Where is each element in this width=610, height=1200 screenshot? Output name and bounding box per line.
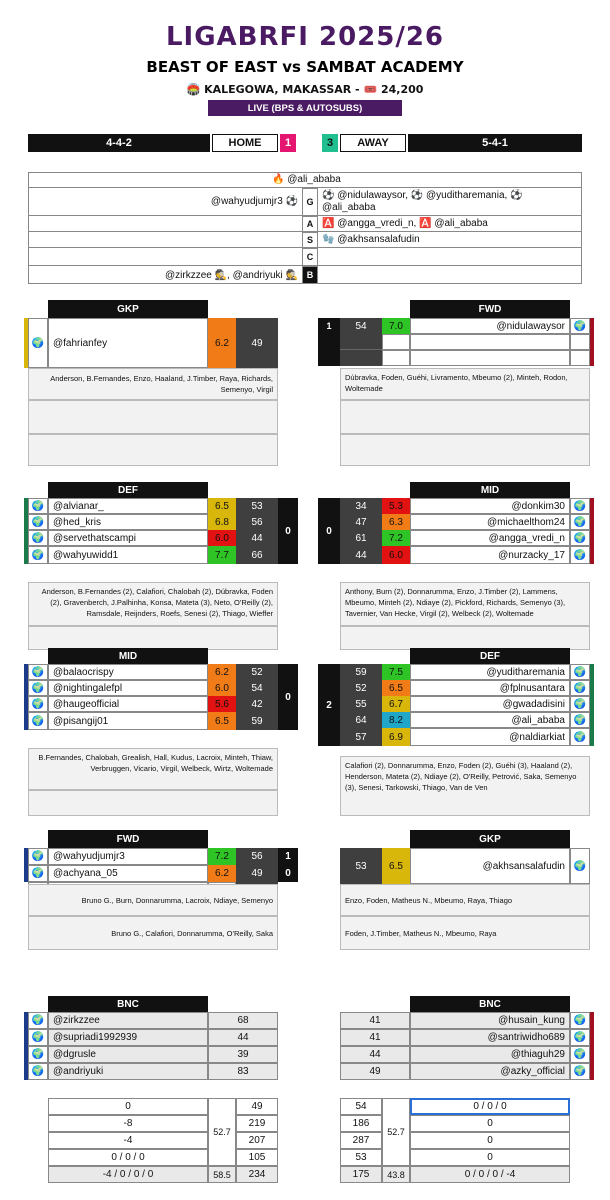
home-bench-player[interactable]: @andriyuki xyxy=(48,1063,208,1080)
home-bench-player[interactable]: @zirkzzee xyxy=(48,1012,208,1029)
home-gkp-notes-empty xyxy=(28,434,278,466)
home-def-goals: 0 xyxy=(278,498,298,564)
globe-icon: 🌍 xyxy=(570,696,590,712)
player-score: 52 xyxy=(340,680,382,696)
globe-icon: 🌍 xyxy=(28,318,48,368)
player-score: 64 xyxy=(340,712,382,728)
away-final-row: 0 / 0 / 0 / -4 xyxy=(410,1166,570,1183)
home-final-row: -4 / 0 / 0 / 0 xyxy=(48,1166,208,1183)
empty-slot xyxy=(570,334,590,350)
away-mid-goals: 0 xyxy=(318,498,340,564)
away-avg: 52.7 xyxy=(382,1098,410,1166)
player-score: 52 xyxy=(236,664,278,680)
player-score: 34 xyxy=(340,498,382,514)
home-fwd-header: FWD xyxy=(48,830,208,848)
globe-icon: 🌍 xyxy=(570,728,590,746)
away-bench-player[interactable]: @azky_official xyxy=(410,1063,570,1080)
home-mid-goals: 0 xyxy=(278,664,298,730)
player-rating: 7.0 xyxy=(382,318,410,334)
player-score: 49 xyxy=(236,865,278,882)
globe-icon: 🌍 xyxy=(570,498,590,514)
away-mid-header: MID xyxy=(410,482,570,498)
home-gkp-notes-empty xyxy=(28,400,278,434)
globe-icon: 🌍 xyxy=(570,546,590,564)
globe-icon: 🌍 xyxy=(570,1063,590,1080)
away-formation: 5-4-1 xyxy=(408,134,582,152)
away-gkp-player[interactable]: @akhsansalafudin xyxy=(410,848,570,884)
home-total-row: -4 xyxy=(48,1132,208,1149)
player-score: 44 xyxy=(208,1029,278,1046)
event-left-saves xyxy=(28,232,302,248)
away-gkp-header: GKP xyxy=(410,830,570,848)
goal-count: 1 xyxy=(278,848,298,865)
event-left-bench: @zirkzzee 🕵️, @andriyuki 🕵️ xyxy=(164,269,298,281)
player-rating: 6.0 xyxy=(208,680,236,696)
player-score: 49 xyxy=(236,318,278,368)
away-total-row: 0 xyxy=(410,1149,570,1166)
globe-icon: 🌍 xyxy=(28,498,48,514)
event-right-goals: ⚽ @nidulawaysor, ⚽ @yuditharemania, ⚽ @ali_ababa xyxy=(318,188,582,216)
empty-slot xyxy=(340,350,382,366)
globe-icon: 🌍 xyxy=(570,664,590,680)
home-fwd-notes-2: Bruno G., Calafiori, Donnarumma, O'Reilly, Saka xyxy=(28,916,278,950)
player-rating: 6.5 xyxy=(208,498,236,514)
globe-icon: 🌍 xyxy=(28,1063,48,1080)
globe-icon: 🌍 xyxy=(28,1029,48,1046)
player-score: 42 xyxy=(236,696,278,712)
home-mid-header: MID xyxy=(48,648,208,664)
player-score: 44 xyxy=(236,530,278,546)
away-total-row[interactable]: 0 / 0 / 0 xyxy=(410,1098,570,1115)
away-total-row: 0 xyxy=(410,1132,570,1149)
goal-count: 1 xyxy=(318,318,340,334)
away-score: 3 xyxy=(322,134,338,152)
home-mid-player[interactable]: @nightingalefpl xyxy=(48,680,208,696)
player-score: 55 xyxy=(340,696,382,712)
event-code-saves: S xyxy=(302,232,318,248)
globe-icon: 🌍 xyxy=(28,1012,48,1029)
home-def-player[interactable]: @alvianar_ xyxy=(48,498,208,514)
player-score: 54 xyxy=(236,680,278,696)
home-bench-player[interactable]: @dgrusle xyxy=(48,1046,208,1063)
player-score: 41 xyxy=(340,1012,410,1029)
home-def-player[interactable]: @servethatscampi xyxy=(48,530,208,546)
home-total-row: -8 xyxy=(48,1115,208,1132)
away-final-pts: 175 xyxy=(340,1166,382,1183)
player-rating: 6.5 xyxy=(382,680,410,696)
player-score: 56 xyxy=(236,514,278,530)
home-total-pts: 219 xyxy=(236,1115,278,1132)
player-rating: 6.2 xyxy=(208,318,236,368)
event-code-assists: A xyxy=(302,216,318,232)
away-fwd-notes: Dúbravka, Foden, Guéhi, Livramento, Mbeumo (2), Minteh, Rodon, Woltemade xyxy=(340,368,590,400)
globe-icon: 🌍 xyxy=(28,664,48,680)
player-score: 59 xyxy=(236,712,278,730)
home-def-header: DEF xyxy=(48,482,208,498)
empty-slot xyxy=(382,334,410,350)
empty-slot xyxy=(382,350,410,366)
goal-count: 0 xyxy=(278,865,298,882)
home-total-pts: 207 xyxy=(236,1132,278,1149)
home-label: HOME xyxy=(212,134,278,152)
home-mid-notes: B.Fernandes, Chalobah, Grealish, Hall, Kudus, Lacroix, Minteh, Thiaw, Verbruggen, Vicario, Virgil, Welbeck, Wirtz, Woltemade xyxy=(28,748,278,790)
home-def-notes: Anderson, B.Fernandes (2), Calafiori, Chalobah (2), Dúbravka, Foden (2), Gravenberch, J.Palhinha, Konsa, Mateta (3), Neto, O'Reilly (2), Ramsdale, Reijnders, Roefs, Senesi (2), Thiago, Wieffer xyxy=(28,582,278,626)
globe-icon: 🌍 xyxy=(570,712,590,728)
away-def-goals: 2 xyxy=(318,664,340,746)
player-score: 54 xyxy=(340,318,382,334)
home-final-avg: 58.5 xyxy=(208,1166,236,1183)
empty-slot xyxy=(410,350,570,366)
empty-slot xyxy=(570,350,590,366)
away-bench-header: BNC xyxy=(410,996,570,1012)
away-bench-player[interactable]: @santriwidho689 xyxy=(410,1029,570,1046)
globe-icon: 🌍 xyxy=(28,712,48,730)
player-rating: 7.5 xyxy=(382,664,410,680)
away-final-avg: 43.8 xyxy=(382,1166,410,1183)
player-score: 53 xyxy=(236,498,278,514)
globe-icon: 🌍 xyxy=(28,546,48,564)
event-right-saves: 🧤 @akhsansalafudin xyxy=(318,232,582,248)
away-mid-notes: Anthony, Burn (2), Donnarumma, Enzo, J.Timber (2), Lammens, Mbeumo, Minteh (2), Ndiaye (2), Pickford, Richards, Semenyo (3), Tavernier, Van Hecke, Virgil (2), Welbeck (2), Woltemade xyxy=(340,582,590,626)
away-total-pts: 287 xyxy=(340,1132,382,1149)
globe-icon: 🌍 xyxy=(570,514,590,530)
globe-icon: 🌍 xyxy=(28,848,48,865)
home-def-notes-empty xyxy=(28,626,278,650)
event-left-cleansheet xyxy=(28,248,302,266)
player-score: 44 xyxy=(340,546,382,564)
home-score: 1 xyxy=(280,134,296,152)
player-score: 59 xyxy=(340,664,382,680)
globe-icon: 🌍 xyxy=(28,530,48,546)
event-left-assists xyxy=(28,216,302,232)
player-rating: 6.3 xyxy=(382,514,410,530)
event-code-bench: B xyxy=(302,266,318,284)
event-code-goals: G xyxy=(302,188,318,216)
venue-info: 🏟️ KALEGOWA, MAKASSAR - 🎟️ 24,200 xyxy=(186,82,424,96)
away-total-pts: 186 xyxy=(340,1115,382,1132)
player-score: 56 xyxy=(236,848,278,865)
home-bench-player[interactable]: @supriadi1992939 xyxy=(48,1029,208,1046)
globe-icon: 🌍 xyxy=(570,680,590,696)
away-def-notes: Calafiori (2), Donnarumma, Enzo, Foden (2), Guéhi (3), Haaland (2), Henderson, Mateta (2), Ndiaye (2), O'Reilly, Petrović, Saka, Semenyo (3), Senesi, Tarkowski, Thiago, Van de Ven xyxy=(340,756,590,816)
team-color-bar xyxy=(590,1012,594,1080)
globe-icon: 🌍 xyxy=(28,680,48,696)
player-score: 68 xyxy=(208,1012,278,1029)
page-title: LIGABRFI 2025/26 xyxy=(165,22,445,52)
player-rating: 6.2 xyxy=(208,865,236,882)
away-mid-player[interactable]: @michaelthom24 xyxy=(410,514,570,530)
away-total-row: 0 xyxy=(410,1115,570,1132)
away-fwd-header: FWD xyxy=(410,300,570,318)
away-bench-player[interactable]: @thiaguh29 xyxy=(410,1046,570,1063)
home-avg: 52.7 xyxy=(208,1098,236,1166)
home-total-pts: 49 xyxy=(236,1098,278,1115)
team-color-bar xyxy=(590,498,594,564)
home-def-player[interactable]: @hed_kris xyxy=(48,514,208,530)
home-fwd-notes-1: Bruno G., Burn, Donnarumma, Lacroix, Ndiaye, Semenyo xyxy=(28,884,278,916)
empty-slot xyxy=(410,334,570,350)
goal-count-empty xyxy=(318,334,340,366)
player-rating: 6.0 xyxy=(208,530,236,546)
globe-icon: 🌍 xyxy=(570,318,590,334)
player-score: 44 xyxy=(340,1046,410,1063)
player-score: 66 xyxy=(236,546,278,564)
player-rating: 7.2 xyxy=(382,530,410,546)
away-def-player[interactable]: @ali_ababa xyxy=(410,712,570,728)
away-mid-notes-empty xyxy=(340,626,590,650)
away-fwd-notes-empty xyxy=(340,434,590,466)
away-def-header: DEF xyxy=(410,648,570,664)
home-mid-player[interactable]: @balaocrispy xyxy=(48,664,208,680)
player-rating: 6.5 xyxy=(382,848,410,884)
player-rating: 6.5 xyxy=(208,712,236,730)
match-title: BEAST OF EAST vs SAMBAT ACADEMY xyxy=(146,58,464,76)
away-total-pts: 54 xyxy=(340,1098,382,1115)
home-mid-player[interactable]: @pisangij01 xyxy=(48,712,208,730)
home-gkp-header: GKP xyxy=(48,300,208,318)
away-total-pts: 53 xyxy=(340,1149,382,1166)
globe-icon: 🌍 xyxy=(28,696,48,712)
away-mid-player[interactable]: @angga_vredi_n xyxy=(410,530,570,546)
player-rating: 8.2 xyxy=(382,712,410,728)
away-mid-player[interactable]: @donkim30 xyxy=(410,498,570,514)
globe-icon: 🌍 xyxy=(570,530,590,546)
away-def-player[interactable]: @naldiarkiat xyxy=(410,728,570,746)
home-bench-header: BNC xyxy=(48,996,208,1012)
away-label: AWAY xyxy=(340,134,406,152)
away-gkp-notes-1: Enzo, Foden, Matheus N., Mbeumo, Raya, Thiago xyxy=(340,884,590,916)
away-mid-player[interactable]: @nurzacky_17 xyxy=(410,546,570,564)
player-rating: 6.8 xyxy=(208,514,236,530)
team-color-bar xyxy=(590,318,594,366)
player-score: 39 xyxy=(208,1046,278,1063)
globe-icon: 🌍 xyxy=(570,848,590,884)
player-rating: 7.7 xyxy=(208,546,236,564)
home-total-row: 0 xyxy=(48,1098,208,1115)
home-mid-player[interactable]: @haugeofficial xyxy=(48,696,208,712)
home-fwd-player[interactable]: @wahyudjumjr3 xyxy=(48,848,208,865)
globe-icon: 🌍 xyxy=(570,1046,590,1063)
player-score: 47 xyxy=(340,514,382,530)
player-rating: 6.0 xyxy=(382,546,410,564)
away-gkp-notes-2: Foden, J.Timber, Matheus N., Mbeumo, Raya xyxy=(340,916,590,950)
home-fwd-player[interactable]: @achyana_05 xyxy=(48,865,208,882)
home-mid-notes-empty xyxy=(28,790,278,816)
home-total-row: 0 / 0 / 0 xyxy=(48,1149,208,1166)
player-rating: 6.7 xyxy=(382,696,410,712)
home-def-player[interactable]: @wahyuwidd1 xyxy=(48,546,208,564)
globe-icon: 🌍 xyxy=(28,1046,48,1063)
away-def-player[interactable]: @yuditharemania xyxy=(410,664,570,680)
event-right-bench xyxy=(318,266,582,284)
home-final-pts: 234 xyxy=(236,1166,278,1183)
player-score: 83 xyxy=(208,1063,278,1080)
globe-icon: 🌍 xyxy=(570,1012,590,1029)
home-gkp-notes: Anderson, B.Fernandes, Enzo, Haaland, J.Timber, Raya, Richards, Semenyo, Virgil xyxy=(28,368,278,400)
home-gkp-player[interactable]: @fahrianfey xyxy=(48,318,208,368)
empty-slot xyxy=(340,334,382,350)
event-right-assists: 🅰️ @angga_vredi_n, 🅰️ @ali_ababa xyxy=(318,216,582,232)
globe-icon: 🌍 xyxy=(28,865,48,882)
player-rating: 5.6 xyxy=(208,696,236,712)
player-score: 53 xyxy=(340,848,382,884)
player-rating: 5.3 xyxy=(382,498,410,514)
player-rating: 6.9 xyxy=(382,728,410,746)
event-left-goals: @wahyudjumjr3 ⚽ xyxy=(28,188,302,216)
player-score: 57 xyxy=(340,728,382,746)
event-code-cleansheet: C xyxy=(302,248,318,266)
home-total-pts: 105 xyxy=(236,1149,278,1166)
team-color-bar xyxy=(590,664,594,746)
event-right-cleansheet xyxy=(318,248,582,266)
away-fwd-player[interactable]: @nidulawaysor xyxy=(410,318,570,334)
away-bench-player[interactable]: @husain_kung xyxy=(410,1012,570,1029)
globe-icon: 🌍 xyxy=(28,514,48,530)
live-badge: LIVE (BPS & AUTOSUBS) xyxy=(208,100,402,116)
globe-icon: 🌍 xyxy=(570,1029,590,1046)
mvp-row: 🔥 @ali_ababa xyxy=(28,172,582,188)
player-score: 49 xyxy=(340,1063,410,1080)
player-rating: 6.2 xyxy=(208,664,236,680)
home-formation: 4-4-2 xyxy=(28,134,210,152)
away-fwd-notes-empty xyxy=(340,400,590,434)
player-score: 41 xyxy=(340,1029,410,1046)
player-rating: 7.2 xyxy=(208,848,236,865)
away-def-player[interactable]: @gwadadisini xyxy=(410,696,570,712)
away-def-player[interactable]: @fplnusantara xyxy=(410,680,570,696)
player-score: 61 xyxy=(340,530,382,546)
